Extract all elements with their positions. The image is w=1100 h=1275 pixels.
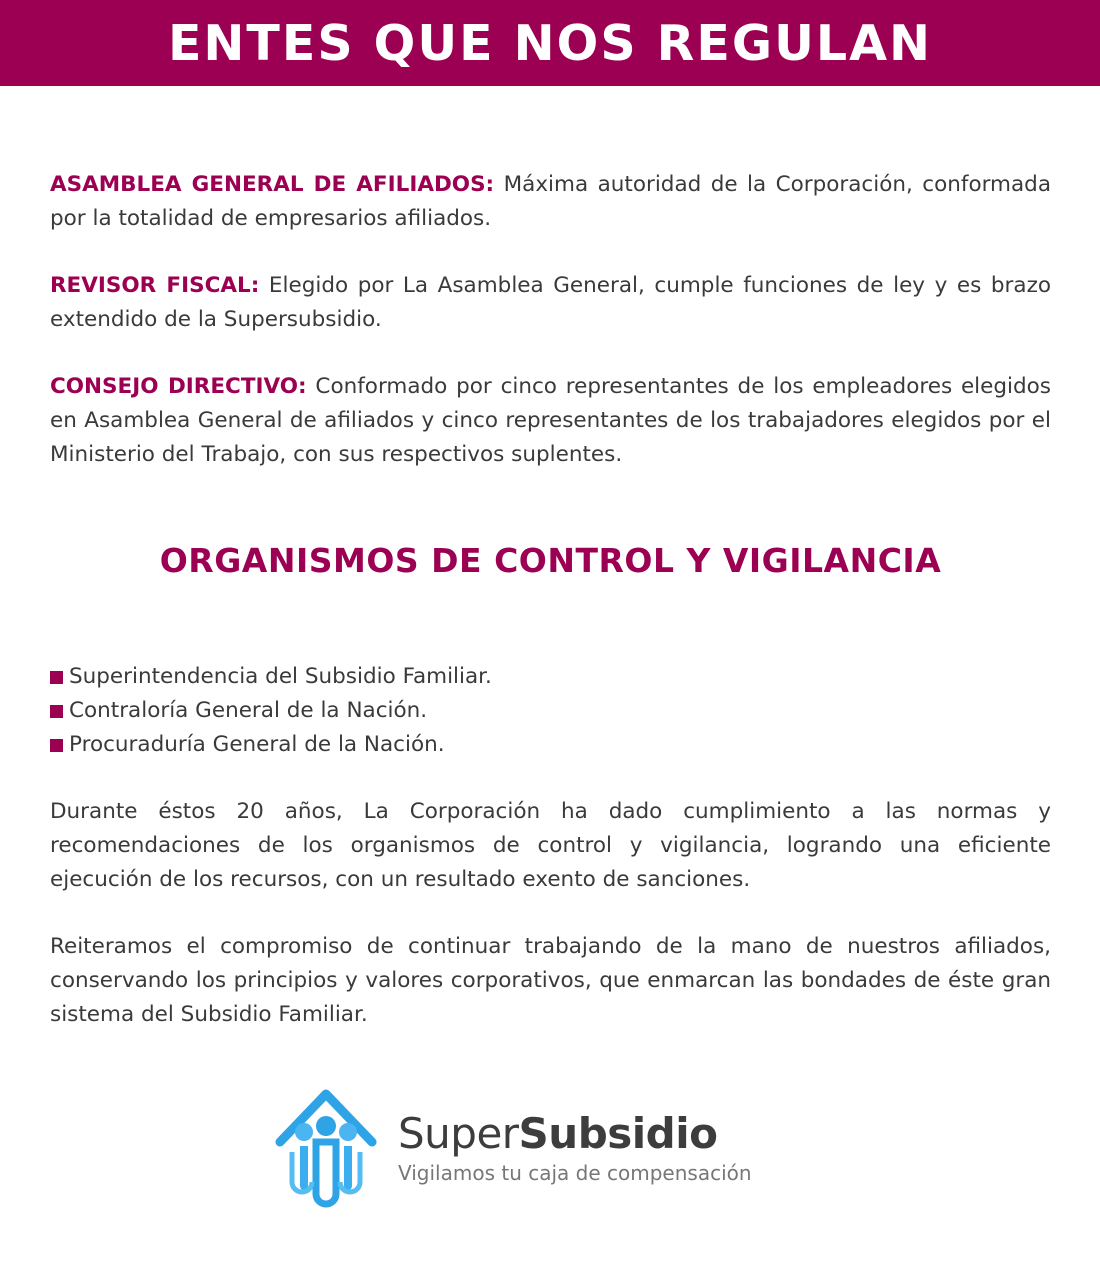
brand-light: Super — [398, 1109, 519, 1158]
entity-revisor — [50, 269, 1051, 337]
entity-asamblea — [50, 168, 1051, 236]
list-item — [50, 694, 1051, 728]
entity-description: Máxima autoridad de la Corporación, conformada por la totalidad de empresarios afiliados. — [50, 172, 1052, 231]
closing-paragraph: Reiteramos el compromiso de continuar trabajando de la mano de nuestros afiliados, conservando los principios y valores corporativos, que enmarcan las bondades de éste gran sistema del Subsidio Familiar. — [50, 934, 1051, 1027]
entity-description: Elegido por La Asamblea General, cumple funciones de ley y es brazo extendido de la Supersubsidio. — [50, 273, 1052, 332]
list-item-text: Superintendencia del Subsidio Familiar. — [69, 664, 492, 689]
entity-description: Conformado por cinco representantes de los empleadores elegidos en Asamblea General de afiliados y cinco representantes de los trabajadores elegidos por el Ministerio del Trabajo, con sus respectivos suplentes. — [50, 374, 1051, 467]
supersubsidio-logo — [270, 1082, 790, 1212]
entity-term: REVISOR FISCAL: — [50, 273, 260, 298]
section-title: ORGANISMOS DE CONTROL Y VIGILANCIA — [159, 541, 942, 580]
list-item-text: Procuraduría General de la Nación. — [69, 732, 445, 757]
title-banner — [0, 0, 1100, 86]
square-bullet-icon — [50, 739, 63, 752]
house-family-icon — [270, 1082, 382, 1208]
list-item-text: Contraloría General de la Nación. — [69, 698, 428, 723]
square-bullet-icon — [50, 705, 63, 718]
main-content — [50, 168, 1051, 1032]
closing-paragraph: Durante éstos 20 años, La Corporación ha dado cumplimiento a las normas y recomendaciones de los organismos de control y vigilancia, logrando una eficiente ejecución de los recursos, con un resultado exento de sanciones. — [50, 799, 1051, 892]
logo-tagline: Vigilamos tu caja de compensación — [398, 1161, 752, 1185]
brand-bold: Subsidio — [518, 1109, 718, 1158]
list-item — [50, 660, 1051, 694]
entity-term: ASAMBLEA GENERAL DE AFILIADOS: — [50, 172, 495, 197]
entity-term: CONSEJO DIRECTIVO: — [50, 374, 307, 399]
square-bullet-icon — [50, 671, 63, 684]
control-bodies-list — [50, 660, 1051, 762]
brand-name — [398, 1110, 752, 1158]
list-item — [50, 728, 1051, 762]
page-title: ENTES QUE NOS REGULAN — [167, 14, 933, 72]
logo-text — [398, 1110, 752, 1186]
entity-consejo — [50, 370, 1051, 472]
